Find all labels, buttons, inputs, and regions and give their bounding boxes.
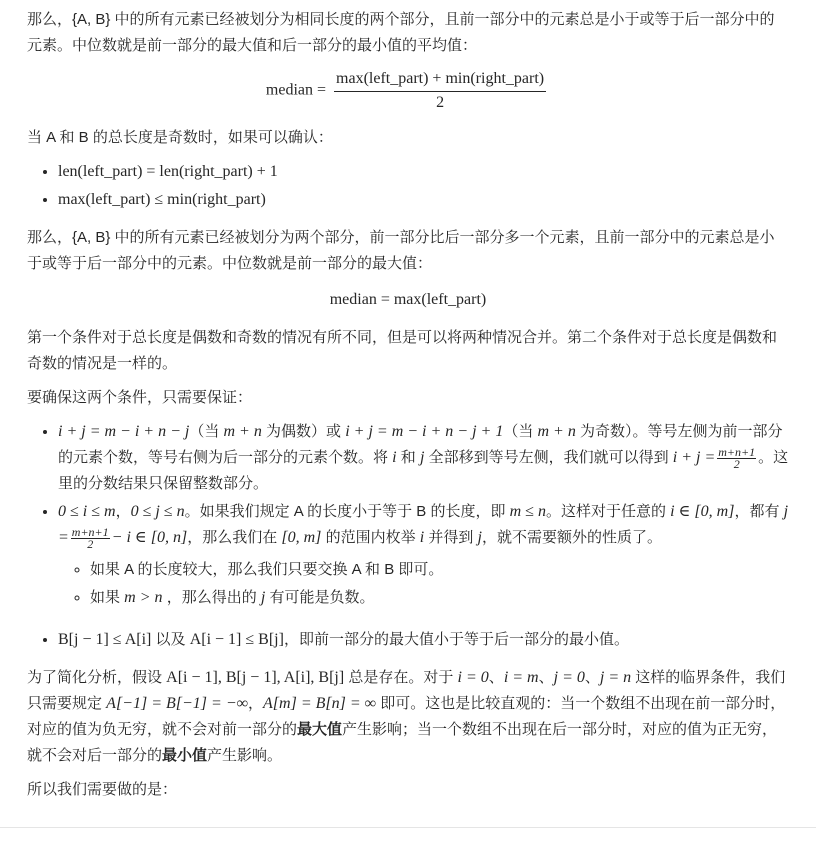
list-item [58, 627, 789, 653]
list-item: • max(left_part) ≤ min(right_part) [58, 187, 789, 213]
text: ，那么得出的 [162, 589, 261, 606]
math-expr: 0 ≤ i ≤ m [58, 503, 116, 520]
bold-text: 最小值 [162, 747, 208, 764]
math-var: j [419, 449, 425, 466]
text: （当 [503, 423, 538, 440]
paragraph-odd-median: 那么，{A, B} 中的所有元素已经被划分为两个部分，前一部分比后一部分多一个元素，且前一部分中的元素总是小于或等于后一部分中的元素。中位数就是前一部分的最大值： [27, 229, 775, 272]
fraction-numerator: max(left_part) + min(right_part) [334, 69, 546, 92]
math-var: i [419, 529, 425, 546]
list-item: ◦ 如果 A 的长度较大，那么我们只要交换 A 和 B 即可。 [90, 557, 789, 583]
text: ，就不需要额外的性质了。 [482, 529, 663, 546]
math-expr: A[i − 1], B[j − 1], A[i], B[j] [166, 669, 345, 686]
math-expr: A[i − 1] ≤ B[j] [189, 631, 284, 648]
text: 和 [396, 449, 420, 466]
solution-article [27, 7, 789, 811]
math-expr: j = [58, 503, 789, 546]
article-action-bar [0, 827, 816, 851]
median-fraction [334, 69, 546, 113]
text: 如果 [90, 589, 125, 606]
paragraph-even-case: 那么，{A, B} 中的所有元素已经被划分为相同长度的两个部分，且前一部分中的元素总是小于或等于后一部分中的元素。中位数就是前一部分的最大值和后一部分的最小值的平均值： [27, 11, 775, 54]
paragraph-merge-conditions: 第一个条件对于总长度是偶数和奇数的情况有所不同，但是可以将两种情况合并。第二个条件对于总长度是偶数和奇数的情况是一样的。 [27, 329, 778, 372]
text: 的范围内枚举 [321, 529, 420, 546]
math-expr: j = n [599, 669, 632, 686]
text: 、 [538, 669, 554, 686]
math-expr: − i ∈ [0, n] [111, 529, 188, 546]
math-expr: m + n [223, 423, 262, 440]
median-formula-odd: median = max(left_part) [329, 291, 487, 308]
text: 并得到 [424, 529, 478, 546]
text: 有可能是负数。 [265, 589, 375, 606]
text: 。这里的分数结果只保留整数部分。 [58, 449, 789, 492]
list-item [90, 585, 789, 611]
text: 、 [584, 669, 600, 686]
text: 全部移到等号左侧，我们就可以得到 [424, 449, 673, 466]
text: ，即前一部分的最大值小于等于后一部分的最小值。 [283, 631, 629, 648]
list-item [58, 419, 789, 497]
text: 以及 [151, 631, 190, 648]
bold-text: 最大值 [297, 721, 343, 738]
fraction-numerator: m+n+1 [71, 524, 109, 539]
math-expr: A[−1] = B[−1] = −∞ [106, 695, 249, 712]
nested-list [58, 557, 789, 611]
math-expr: B[j − 1] ≤ A[i] [58, 631, 152, 648]
math-expr: i = 0 [457, 669, 489, 686]
fraction-denominator: 2 [733, 456, 740, 471]
text: 。这样对于任意的 [545, 503, 671, 520]
fraction-denominator: 2 [436, 94, 445, 111]
paragraph-boundary [27, 665, 789, 769]
math-expr: i + j = m − i + n − j [58, 423, 190, 440]
list-item: • len(left_part) = len(right_part) + 1 [58, 159, 789, 185]
paragraph-odd-case: 当 A 和 B 的总长度是奇数时，如果可以确认： [27, 129, 333, 146]
math-expr: m > n [124, 589, 163, 606]
text: 产生影响；当一个数组不出现在后一部分时，对应的值为正无穷，就不会对后一部分的 [27, 721, 778, 764]
text: ，都有 [734, 503, 784, 520]
text: ，那么我们在 [187, 529, 282, 546]
text: （当 [189, 423, 224, 440]
text: 产生影响。 [207, 747, 283, 764]
text: 这样的临界条件，我们只需要规定 [27, 669, 786, 712]
text: ， [248, 695, 264, 712]
paragraph-todo: 所以我们需要做的是： [27, 781, 178, 798]
math-expr: m ≤ n [509, 503, 546, 520]
text: 为奇数）。等号左侧为前一部分的元素个数，等号右侧为后一部分的元素个数。将 [58, 423, 783, 466]
paragraph-ensure: 要确保这两个条件，只需要保证： [27, 389, 253, 406]
ensure-conditions-list [27, 419, 789, 653]
math-var: i [392, 449, 397, 466]
inline-fraction [717, 444, 756, 471]
text: 总是存在。对于 [344, 669, 458, 686]
math-expr: j = 0 [553, 669, 585, 686]
fraction-denominator: 2 [87, 536, 94, 551]
text: 为偶数）或 [261, 423, 346, 440]
math-expr: i = m [503, 669, 539, 686]
text: 即可。这也是比较直观的：当一个数组不出现在前一部分时，对应的值为负无穷，就不会对前一部分的 [27, 695, 786, 738]
odd-conditions-list [27, 159, 789, 213]
math-expr: i ∈ [0, m] [670, 503, 735, 520]
median-formula-even [27, 69, 789, 113]
math-expr: A[m] = B[n] = ∞ [263, 695, 377, 712]
inline-fraction [71, 524, 110, 551]
math-expr: m + n [537, 423, 576, 440]
math-expr: i + j = m − i + n − j + 1 [345, 423, 504, 440]
list-item [58, 499, 789, 611]
text: ， [115, 503, 131, 520]
math-var: j [477, 529, 482, 546]
text: 、 [488, 669, 504, 686]
math-var: j [260, 589, 266, 606]
fraction-numerator: m+n+1 [718, 444, 756, 459]
text: 。如果我们规定 A 的长度小于等于 B 的长度，即 [184, 503, 510, 520]
text: 为了简化分析，假设 [27, 669, 167, 686]
math-expr: [0, m] [281, 529, 322, 546]
formula-lhs: median = [265, 81, 327, 99]
math-expr: 0 ≤ j ≤ n [130, 503, 185, 520]
math-expr: i + j = [672, 449, 716, 466]
